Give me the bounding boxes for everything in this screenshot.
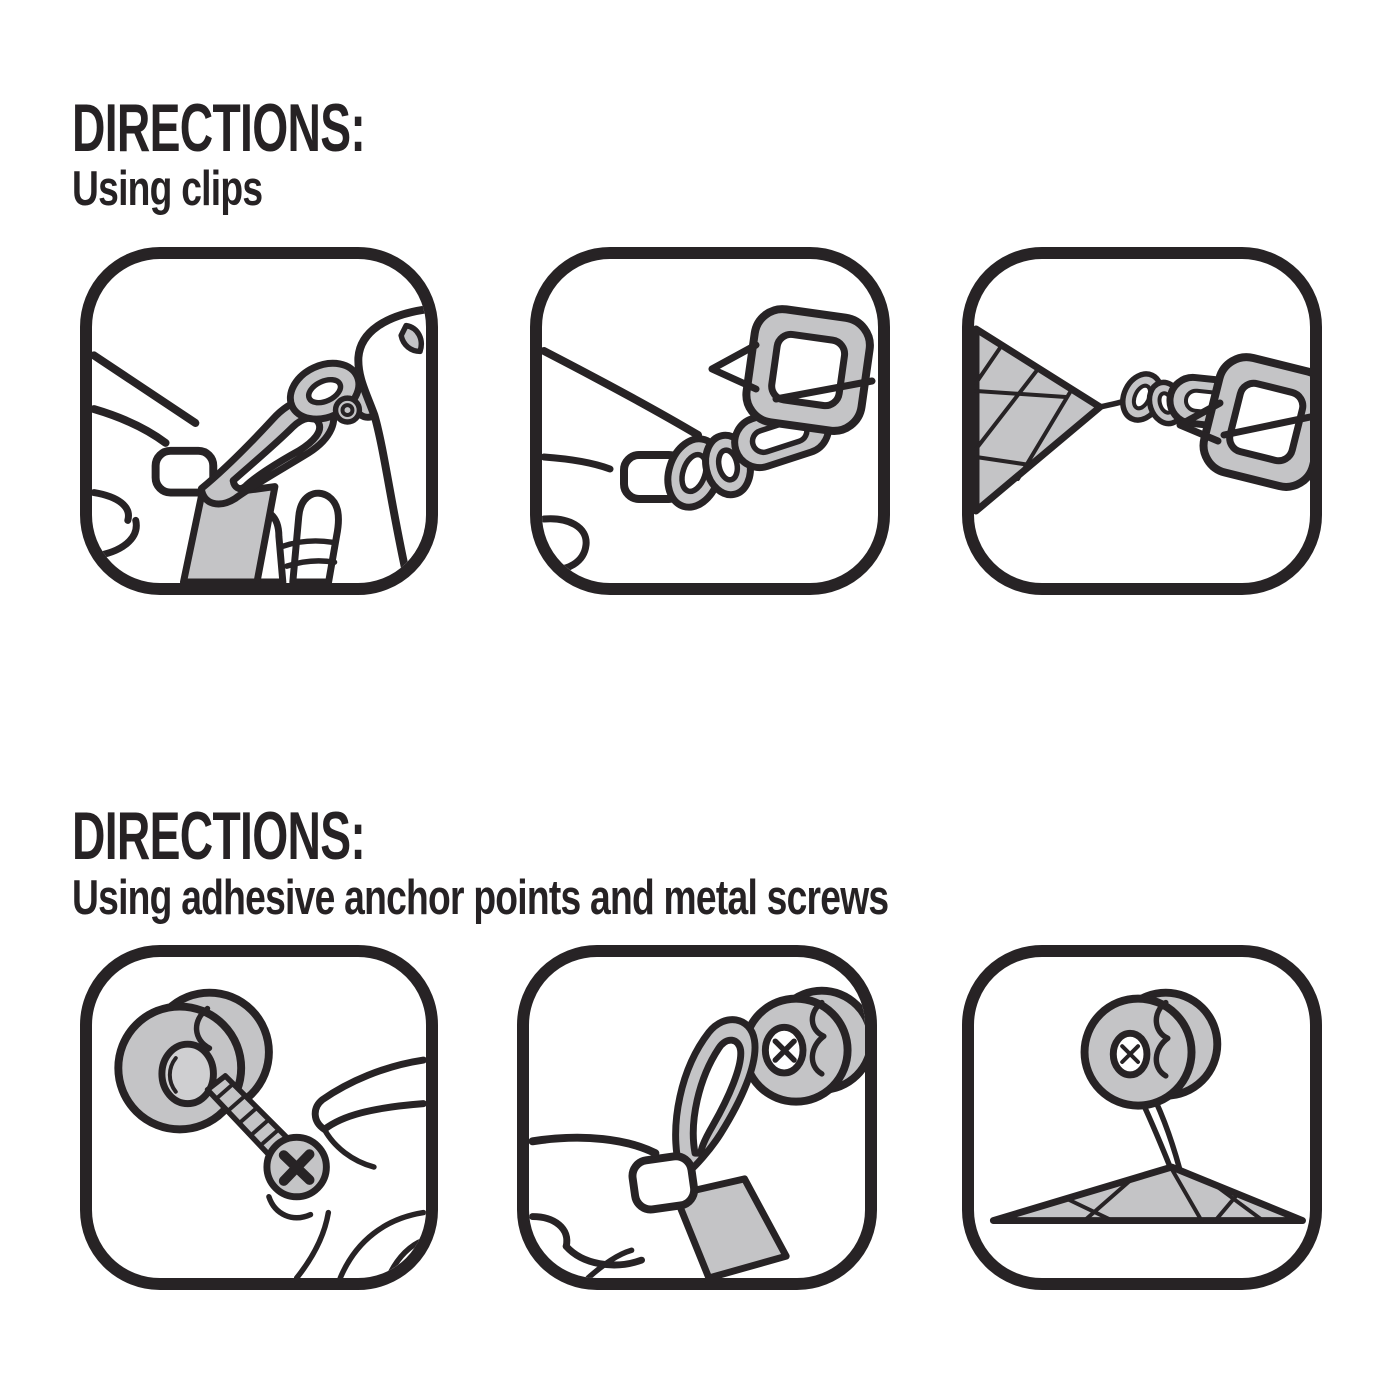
section1-heading: DIRECTIONS: — [72, 90, 366, 166]
net-loop-toward-mounted-anchor-icon — [529, 957, 865, 1278]
panel-clips-step2 — [530, 247, 890, 595]
mounted-anchor-icon — [1085, 993, 1218, 1106]
mounted-anchor-icon — [745, 991, 865, 1102]
panel-anchors-step1 — [80, 945, 438, 1290]
section1-subheading: Using clips — [72, 162, 263, 216]
metal-screw-icon — [207, 1076, 326, 1197]
panel-clips-step3 — [962, 247, 1322, 595]
hanging-cords-icon — [1144, 1102, 1180, 1171]
pinch-net-loop-and-swivel-clip-icon — [92, 259, 426, 583]
index-finger-icon — [358, 310, 424, 582]
hand-icon — [533, 1138, 697, 1278]
net-corner-icon — [976, 329, 1100, 511]
square-anchor-frame-icon — [712, 305, 874, 434]
screw-into-round-anchor-point-icon — [92, 957, 426, 1278]
net-hanging-from-mounted-anchor-icon — [974, 957, 1310, 1278]
panel-anchors-step2 — [517, 945, 877, 1290]
section2-heading: DIRECTIONS: — [72, 798, 366, 874]
section2-subheading: Using adhesive anchor points and metal screws — [72, 871, 889, 925]
net-corner-clipped-to-square-anchor-icon — [974, 259, 1310, 583]
net-icon — [993, 1167, 1302, 1221]
net-loop-icon — [676, 1020, 755, 1173]
hand-carrying-clip-toward-square-anchor-icon — [542, 259, 878, 583]
panel-anchors-step3 — [962, 945, 1322, 1290]
panel-clips-step1 — [80, 247, 438, 595]
thumbnail-icon — [630, 1154, 696, 1211]
